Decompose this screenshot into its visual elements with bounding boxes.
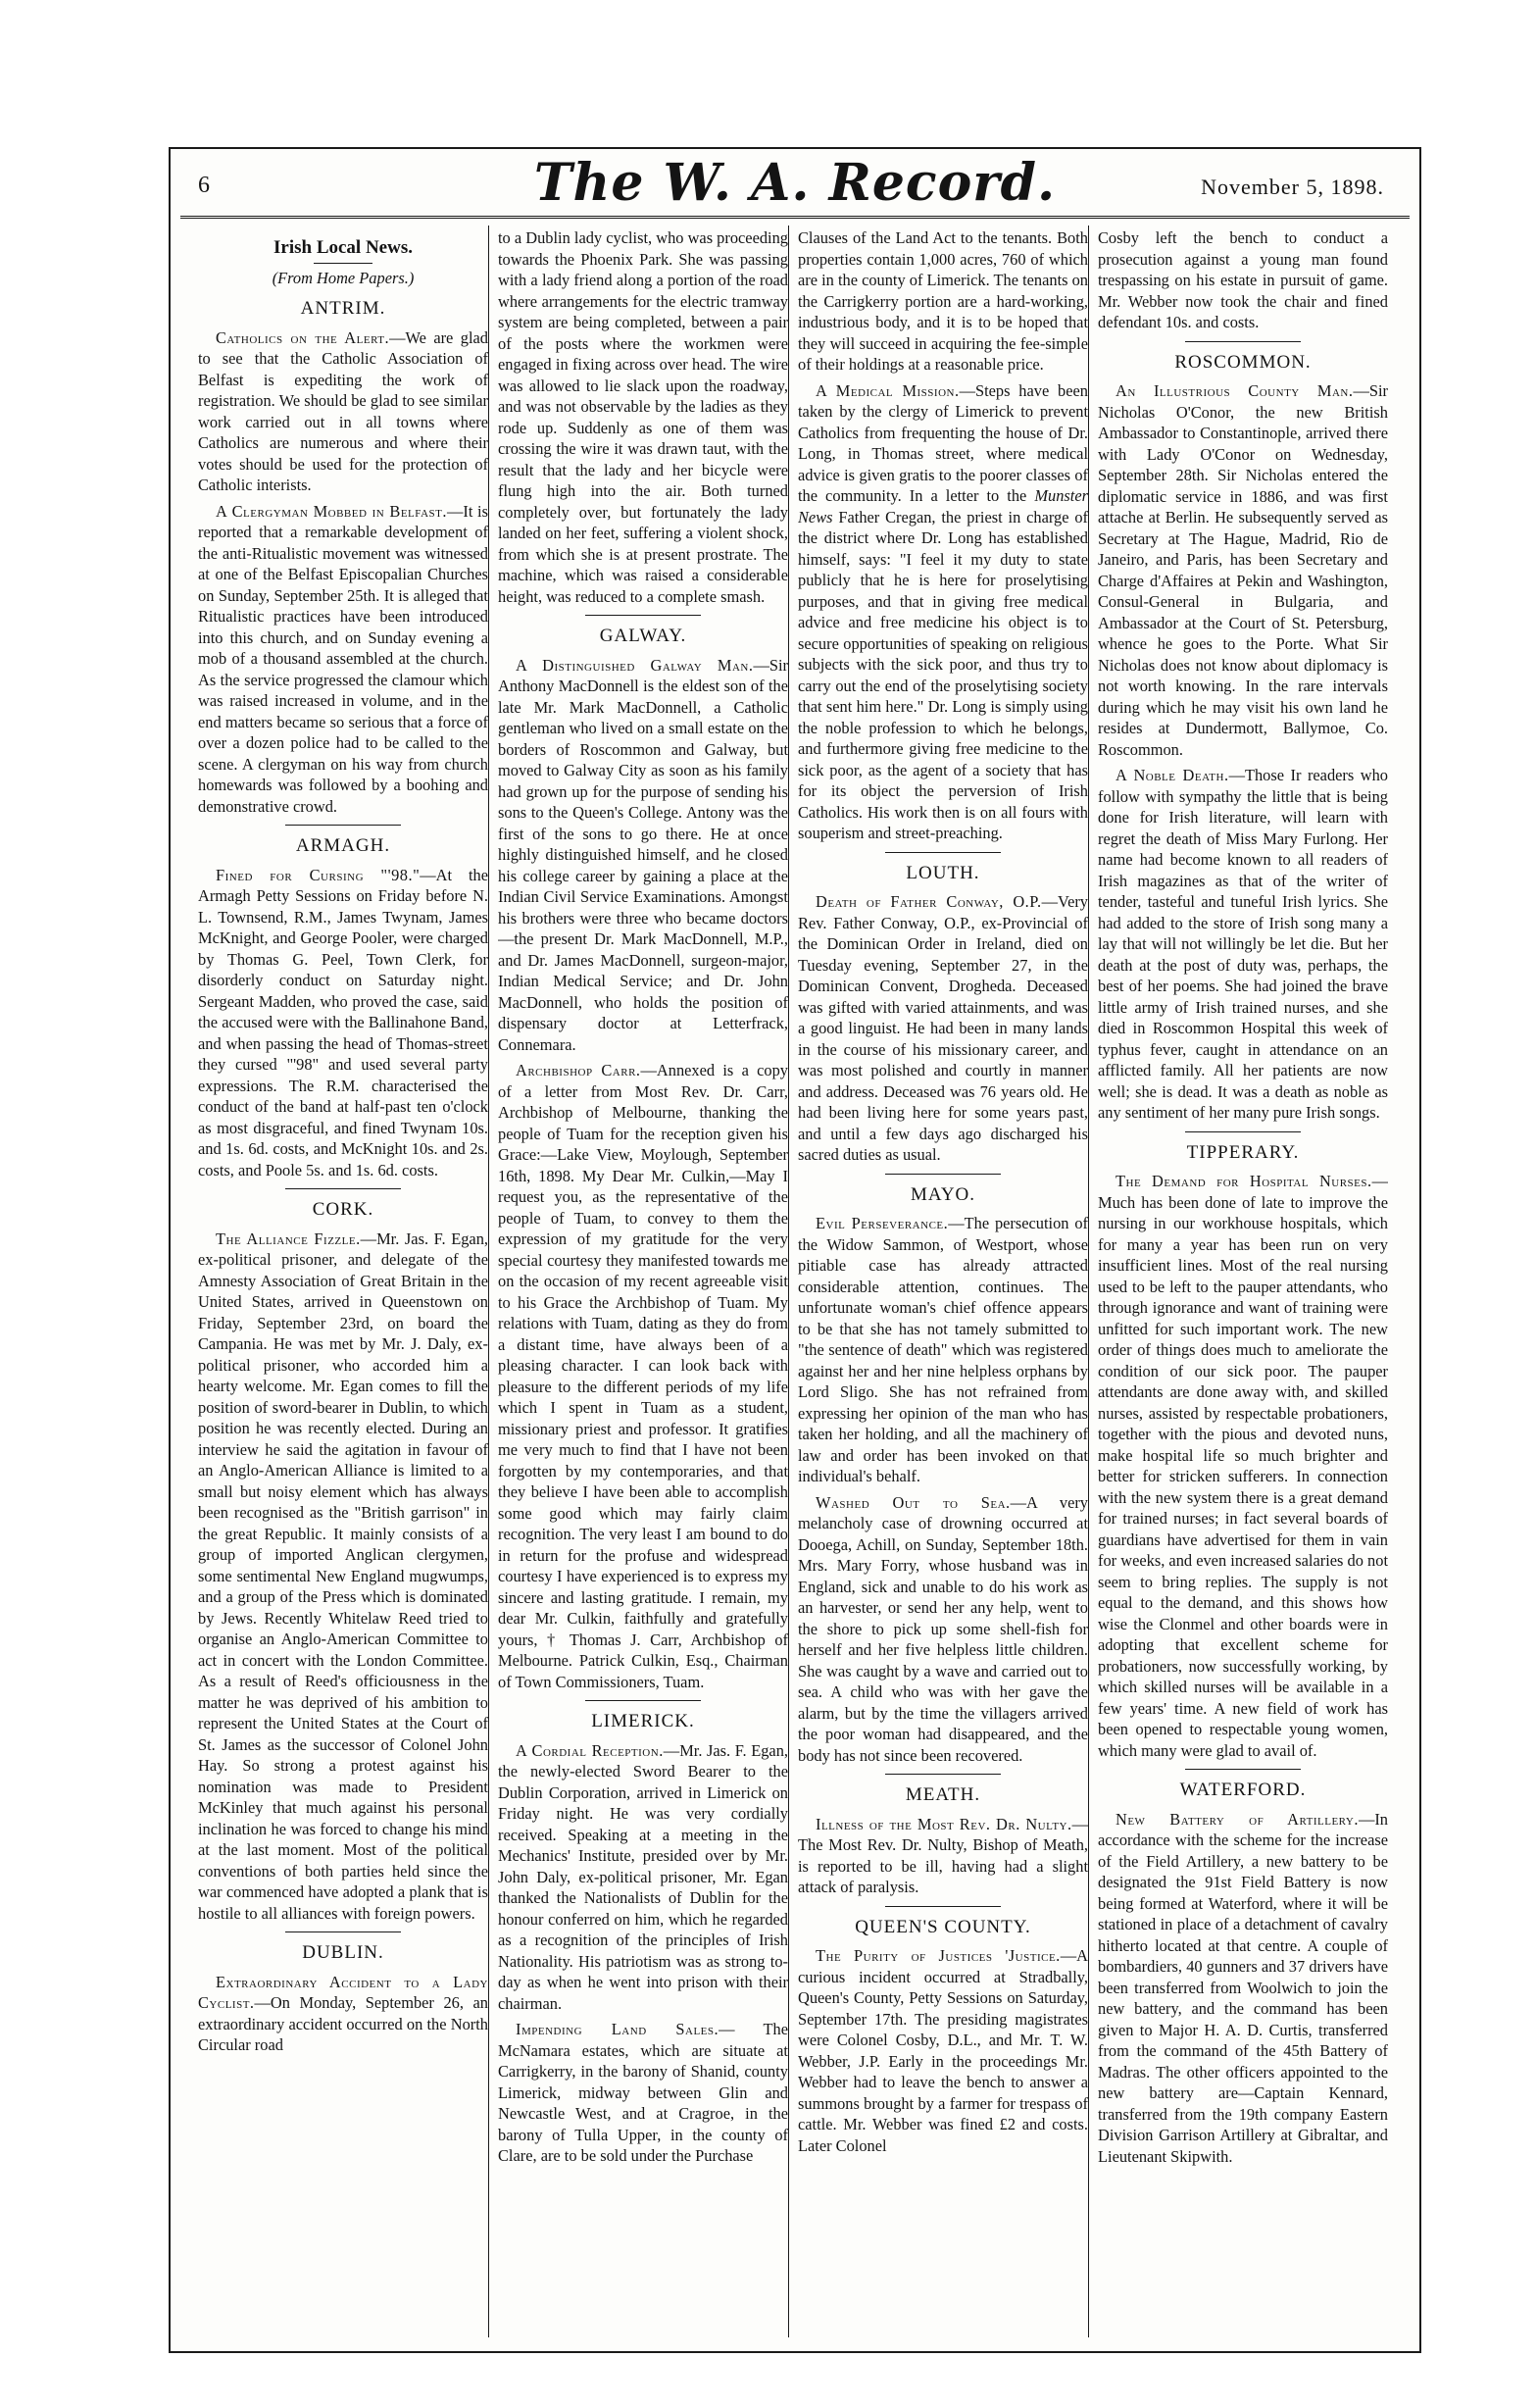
article-text: —The persecution of the Widow Sammon, of Westport, whose pitiable case has already attracted considerable attention, continues. The unfortunate woman's chief offence appears to be that she has not tamely submitted to "the sentence of death" which was registered against her and her nine helpless orphans by Lord Sligo. She has not refrained from expressing her opinion of the man who has taken her holding, and all the machinery of law and order has been invoked on that individual's behalf. — [798, 1214, 1088, 1485]
section-rule — [885, 852, 1001, 853]
ornament-rule — [314, 263, 372, 264]
article-text: —In accordance with the scheme for the increase of the Field Artillery, a new battery to be designated the 91st Field Battery is now being formed at Waterford, where it will be stationed in place of a detachment of cavalry hitherto located at that centre. A couple of bombardiers, 40 gunners and 37 drivers have been transferred from Woolwich to join the new battery, and the command has been given to Major H. A. D. Curtis, transferred from the command of the 45th Battery of Madras. The other officers appointed to the new battery are—Captain Kennard, transferred from the 19th company Eastern Division Garrison Artillery at Gibraltar, and Lieutenant Skipwith. — [1098, 1809, 1388, 2166]
article-text: —Those Ir readers who follow with sympathy the little that is being done for Irish literature, will learn with regret the death of Miss Mary Furlong. Her name had become known to all readers of Irish magazines as that of the writer of tender, tasteful and tuneful Irish lyrics. She had added to the store of Irish song many a lay that will not willingly be let die. But her death at the post of duty was, perhaps, the best of her poems. She had joined the brave little army of Irish trained nurses, and she died in Roscommon Hospital this week of typhus fever, caught in attendance on an afflicted family. All her patients are now well; she is dead. It was a death as noble as any sentiment of her many pure Irish songs. — [1098, 766, 1388, 1122]
article-lead: New Battery of Artillery. — [1116, 1809, 1359, 1829]
article-paragraph — [798, 1492, 1088, 1767]
article-paragraph — [798, 1945, 1088, 2156]
section-rule — [585, 615, 701, 616]
county-heading-tipperary: TIPPERARY. — [1186, 1141, 1300, 1163]
county-heading-queens: QUEEN'S COUNTY. — [855, 1916, 1031, 1937]
article-text: —Mr. Jas. F. Egan, ex-political prisoner, and delegate of the Amnesty Association of Great Britain in the United States, arrived in Queenstown on Friday, September 23rd, on board the Campania. He was met by Mr. J. Daly, ex-political prisoner, who accorded him a hearty welcome. Mr. Egan comes to fill the position of sword-bearer in Dublin, to which position he was recently elected. During an interview he said the agitation in favour of an Anglo-American Alliance is limited to a small but noisy element which has always been recognised as the "British garrison" in the great Republic. It mainly consists of a group of imported Anglican clergymen, some sentimental New England mugwumps, and a group of the Press which is dominated by Jews. Recently Whitelaw Reed tried to organise an Anglo-American Committee to act in concert with the London Committee. As a result of Reed's officiousness in the matter he was deprived of his ambition to represent the United States at the Court of St. James as the successor of Colonel John Hay. So strong a protest against his nomination was made to President McKinley that much against his personal inclination he was forced to change his mind at the last moment. Most of the political conventions of both parties held since the war commenced have adopted a plank that is hostile to all alliances with foreign powers. — [198, 1229, 488, 1923]
column-divider — [1088, 226, 1089, 2337]
article-paragraph — [1098, 380, 1388, 760]
article-lead: Death of Father Conway, O.P. — [816, 892, 1042, 911]
section-heading: Irish Local News. — [273, 237, 413, 258]
article-paragraph — [1098, 1171, 1388, 1761]
article-paragraph — [198, 327, 488, 496]
article-lead: Catholics on the Alert. — [216, 327, 390, 347]
article-text: —Sir Nicholas O'Conor, the new British Ambassador to Constantinople, arrived there with Lady O'Conor on Wednesday, September 28th. Sir Nicholas entered the diplomatic service in 1886, and was first attache at Berlin. He subsequently served as Secretary at The Hague, Madrid, Rio de Janeiro, and Paris, has been Secretary and Charge d'Affaires at Pekin and Washington, Consul-General in Bulgaria, and Ambassador at the Court of St. Petersburg, whence he goes to the Porte. What Sir Nicholas does not know about diplomacy is not worth knowing. In the rare intervals during which he may visit his own land he resides at Dundermott, Ballymoe, Co. Roscommon. — [1098, 381, 1388, 759]
article-paragraph — [198, 1229, 488, 1925]
article-text: —Mr. Jas. F. Egan, the newly-elected Sword Bearer to the Dublin Corporation, arrived in Limerick on Friday night. He was very cordially received. Speaking at a meeting in the Mechanics' Institute, presided over by Mr. John Daly, ex-political prisoner, Mr. Egan thanked the Nationalists of Dublin for the honour conferred on him, which he regarded as a recognition of the principles of Irish Nationality. His patriotism was as strong to-day as when he went into prison with their chairman. — [498, 1740, 788, 2013]
article-lead: Washed Out to Sea. — [816, 1492, 1011, 1512]
section-rule — [285, 1188, 401, 1189]
article-lead: Extraordinary Accident to a Lady Cyclist. — [198, 1972, 488, 2012]
county-heading-mayo: MAYO. — [910, 1183, 976, 1205]
article-lead: A Medical Mission. — [816, 380, 960, 400]
article-paragraph — [798, 380, 1088, 844]
county-heading-roscommon: ROSCOMMON. — [1174, 351, 1312, 373]
article-text: Father Cregan, the priest in charge of the district where Dr. Long has established himself, says: "I feel it my duty to state publicly that he is here for proselytising purposes, and that in giving free medical advice and free medicine his object is to secure opportunities of speaking on religious subjects with the sick poor, and thus try to carry out the end of the proselytising society that sent him here." Dr. Long is simply using the noble profession to which he belongs, and furthermore giving free medicine to the sick poor, as the agent of a society that has for its object the perversion of Irish Catholics. His work then is on all fours with souperism and street-preaching. — [798, 507, 1088, 842]
column-2 — [498, 227, 788, 2350]
article-lead: A Noble Death. — [1116, 766, 1229, 784]
article-paragraph — [798, 1814, 1088, 1898]
article-paragraph — [498, 1740, 788, 2015]
article-lead: The Alliance Fizzle. — [216, 1229, 361, 1248]
article-lead: Illness of the Most Rev. Dr. Nulty. — [816, 1814, 1072, 1833]
county-heading-dublin: DUBLIN. — [302, 1942, 384, 1963]
article-paragraph — [798, 227, 1088, 376]
county-heading-meath: MEATH. — [905, 1784, 981, 1805]
section-rule — [285, 825, 401, 826]
column-divider — [488, 226, 489, 2337]
county-heading-cork: CORK. — [312, 1199, 374, 1220]
article-paragraph — [198, 1972, 488, 2056]
article-text: —We are glad to see that the Catholic Association of Belfast is expediting the work of registration. We should be glad to see similar work carried out in all towns where Catholics are numerous and where their votes should be used for the protection of Catholic interists. — [198, 327, 488, 494]
county-heading-armagh: ARMAGH. — [295, 835, 391, 856]
article-paragraph — [498, 2019, 788, 2167]
article-text: —Very Rev. Father Conway, O.P., ex-Provincial of the Dominican Order in Ireland, died on Tuesday evening, September 27, in the Dominican Convent, Drogheda. Deceased was gifted with varied attainments, and was a good linguist. He had been in many lands in the course of his missionary career, and was most polished and courtly in manner and address. Deceased was 76 years old. He had been living here for some years past, and until a few days ago discharged his sacred duties as usual. — [798, 892, 1088, 1164]
article-lead: Evil Perseverance. — [816, 1214, 949, 1232]
article-text: —A curious incident occurred at Stradbally, Queen's County, Petty Sessions on Saturday, September 17th. The presiding magistrates were Colonel Cosby, D.L., and Mr. T. W. Webber, J.P. Early in the proceedings Mr. Webber had to leave the bench to answer a summons brought by a farmer for trespass of cattle. Mr. Webber was fined £2 and costs. Later Colonel — [798, 1946, 1088, 2155]
section-rule — [1185, 1131, 1301, 1132]
article-paragraph — [1098, 765, 1388, 1124]
article-text: —Sir Anthony MacDonnell is the eldest son of the late Mr. Mark MacDonnell, a Catholic gentleman who lived on a small estate on the borders of Roscommon and Galway, but moved to Galway City as soon as his family had grown up for the purpose of sending his sons to the Queen's College. Antony was the first of the sons to go there. He at once highly distinguished himself, and he closed his college career by gaining a place at the Indian Civil Service Examinations. Amongst his brothers were three who became doctors—the present Dr. Mark MacDonnell, M.P., and Dr. James MacDonnell, surgeon-major, Indian Medical Service; and Dr. John MacDonnell, who holds the position of dispensary doctor at Letterfrack, Connemara. — [498, 655, 788, 1054]
article-lead: An Illustrious County Man. — [1116, 381, 1354, 400]
article-text: Cosby left the bench to conduct a prosecution against a young man found trespassing on his estate in pursuit of game. Mr. Webber now took the chair and fined defendant 10s. and costs. — [1098, 228, 1388, 331]
article-text: —Much has been done of late to improve the nursing in our workhouse hospitals, which for many a year has been run on very insufficient lines. Most of the real nursing used to be left to the pauper attendants, who through ignorance and want of training were unfitted for such important work. The new order of things does much to ameliorate the condition of our sick poor. The pauper attendants are done away with, and skilled nurses, assisted by respectable probationers, together with the pious and devoted nuns, make hospital life so much brighter and better for stricken sufferers. In connection with the new system there is a great demand for trained nurses; in fact several boards of guardians have advertised for them in vain for weeks, and even increased salaries do not seem to bring replies. The supply is not equal to the demand, and this shows how wise the Clonmel and other boards were in adopting that excellent scheme for probationers, now successfully working, by which skilled nurses will be available in a few years' time. A new field of work has been opened to respectable young women, which many were glad to avail of. — [1098, 1172, 1388, 1760]
newspaper-name: Munster News — [798, 486, 1088, 527]
article-lead: A Distinguished Galway Man. — [516, 655, 754, 675]
article-text: —At the Armagh Petty Sessions on Friday before N. L. Townsend, R.M., James Twynam, James McKnight, and George Pooler, were charged by Thomas G. Peel, Town Clerk, for disorderly conduct on Saturday night. Sergeant Madden, who proved the case, said the accused were with the Ballinahone Band, and when passing the head of Thomas-street they cursed "'98" and used several party expressions. The R.M. characterised the conduct of the band at half-past ten o'clock as most disgraceful, and fined Twynam 10s. and 1s. 6d. costs, and McKnight 10s. and 2s. costs, and Poole 5s. and 1s. 6d. costs. — [198, 865, 488, 1179]
article-paragraph — [798, 1213, 1088, 1487]
county-heading-louth: LOUTH. — [906, 862, 980, 883]
county-heading-galway: GALWAY. — [599, 626, 687, 646]
article-text: —On Monday, September 26, an extraordinary accident occurred on the North Circular road — [198, 1993, 488, 2054]
page-number: 6 — [198, 173, 210, 198]
article-paragraph — [498, 655, 788, 1056]
article-lead: A Cordial Reception. — [516, 1740, 664, 1760]
masthead — [171, 149, 1419, 218]
article-text: —Annexed is a copy of a letter from Most Rev. Dr. Carr, Archbishop of Melbourne, thanking the people of Tuam for the reception given his Grace:—Lake View, Moylough, September 16th, 1898. My Dear Mr. Culkin,—May I request you, as the representative of the people of Tuam, to convey to them the expression of my gratitude for the very special courtesy they manifested towards me on the occasion of my recent agreeable visit to his Grace the Archbishop of Tuam. My relations with Tuam, dating as they do from a distant time, have always been of a pleasing character. I can look back with pleasure to the different periods of my life which I spent in Tuam as a student, missionary priest and professor. It gratifies me very much to find that I have not been forgotten by my contemporaries, and that they believe I have been able to accomplish some good which may fairly claim recognition. The very least I am bound to do in return for the profuse and widespread courtesy I have experienced is to express my sincere and lasting gratitude. I remain, my dear Mr. Culkin, faithfully and gratefully yours, † Thomas J. Carr, Archbishop of Melbourne. Patrick Culkin, Esq., Chairman of Town Commissioners, Tuam. — [498, 1061, 788, 1691]
section-rule — [285, 1931, 401, 1932]
section-rule — [885, 1174, 1001, 1175]
section-subheading: (From Home Papers.) — [272, 268, 415, 287]
article-paragraph — [798, 891, 1088, 1166]
section-rule — [585, 1700, 701, 1701]
issue-date: November 5, 1898. — [1201, 175, 1384, 199]
column-divider — [788, 226, 789, 2337]
article-text: to a Dublin lady cyclist, who was proceeding towards the Phoenix Park. She was passing with a lady friend along a portion of the road where arrangements for the electric tramway system are being completed, between a pair of the posts where the workmen were engaged in fixing across over head. The wire was allowed to lie slack upon the roadway, and was not observable by the ladies as they rode up. Suddenly as one of them was crossing the wire it was drawn taut, with the result that the lady and her bicycle were flung high into the air. Both turned completely over, but fortunately the lady landed on her feet, suffering a violent shock, from which she is at present prostrate. The machine, which was raised a considerable height, was reduced to a complete smash. — [498, 228, 788, 606]
article-text: —A very melancholy case of drowning occurred at Dooega, Achill, on Sunday, September 18th. Mrs. Mary Forry, whose husband was in England, sick and unable to do his work as an harvester, or send her any help, went to the shore to pick up some shell-fish for herself and her five helpless little children. She was caught by a wave and carried out to sea. A child who was with her gave the alarm, but by the time the villagers arrived the poor woman had disappeared, and the body has not since been recovered. — [798, 1492, 1088, 1765]
article-text: —It is reported that a remarkable development of the anti-Ritualistic movement was witnessed at one of the Belfast Episcopalian Churches on Sunday, September 25th. It is alleged that Ritualistic practices have been introduced into this church, and on Sunday evening a mob of a thousand assembled at the church. As the service progressed the clamour which was raised increased in volume, and in the end matters became so serious that a force of over a dozen police had to be called to the scene. A clergyman on his way from church homewards was followed by a boohing and demonstrative crowd. — [198, 501, 488, 816]
article-lead: Fined for Cursing "'98." — [216, 865, 421, 884]
section-rule — [885, 1774, 1001, 1775]
newspaper-page — [169, 147, 1421, 2353]
article-text: — The McNamara estates, which are situate at Carrigkerry, in the barony of Shanid, county Limerick, midway between Glin and Newcastle West, and at Cragroe, in the barony of Tulla Upper, in the county of Clare, are to be sold under the Purchase — [498, 2020, 788, 2165]
article-paragraph — [198, 865, 488, 1181]
column-3 — [798, 227, 1088, 2350]
county-heading-waterford: WATERFORD. — [1179, 1780, 1307, 1800]
column-1 — [198, 227, 488, 2350]
county-heading-antrim: ANTRIM. — [300, 298, 386, 319]
article-lead: The Demand for Hospital Nurses. — [1116, 1172, 1372, 1190]
article-paragraph — [498, 1060, 788, 1692]
article-text: Clauses of the Land Act to the tenants. Both properties contain 1,000 acres, 760 of which are in the county of Limerick. The tenants on the Carrigkerry portion are a hard-working, industrious body, and it is to be hoped that they will succeed in acquiring the fee-simple of their holdings at a reasonable price. — [798, 228, 1088, 374]
masthead-rule — [180, 216, 1410, 219]
article-text: —The Most Rev. Dr. Nulty, Bishop of Meath, is reported to be ill, having had a slight attack of paralysis. — [798, 1814, 1088, 1896]
article-paragraph — [1098, 227, 1388, 333]
newspaper-title: The W. A. Record. — [533, 153, 1057, 213]
column-4 — [1098, 227, 1388, 2350]
article-lead: Archbishop Carr. — [516, 1061, 641, 1079]
article-paragraph — [1098, 1809, 1388, 2168]
article-text: —Steps have been taken by the clergy of Limerick to prevent Catholics from frequenting the house of Dr. Long, in Thomas street, where medical advice is given gratis to the poorer classes of the community. In a letter to the — [798, 380, 1088, 505]
article-lead: The Purity of Justices 'Justice. — [816, 1946, 1061, 1965]
section-rule — [1185, 1769, 1301, 1770]
section-rule — [1185, 341, 1301, 342]
section-rule — [885, 1906, 1001, 1907]
county-heading-limerick: LIMERICK. — [591, 1711, 695, 1731]
article-lead: A Clergyman Mobbed in Belfast. — [216, 501, 447, 521]
article-lead: Impending Land Sales. — [516, 2020, 719, 2038]
article-paragraph — [498, 227, 788, 607]
article-paragraph — [198, 501, 488, 818]
